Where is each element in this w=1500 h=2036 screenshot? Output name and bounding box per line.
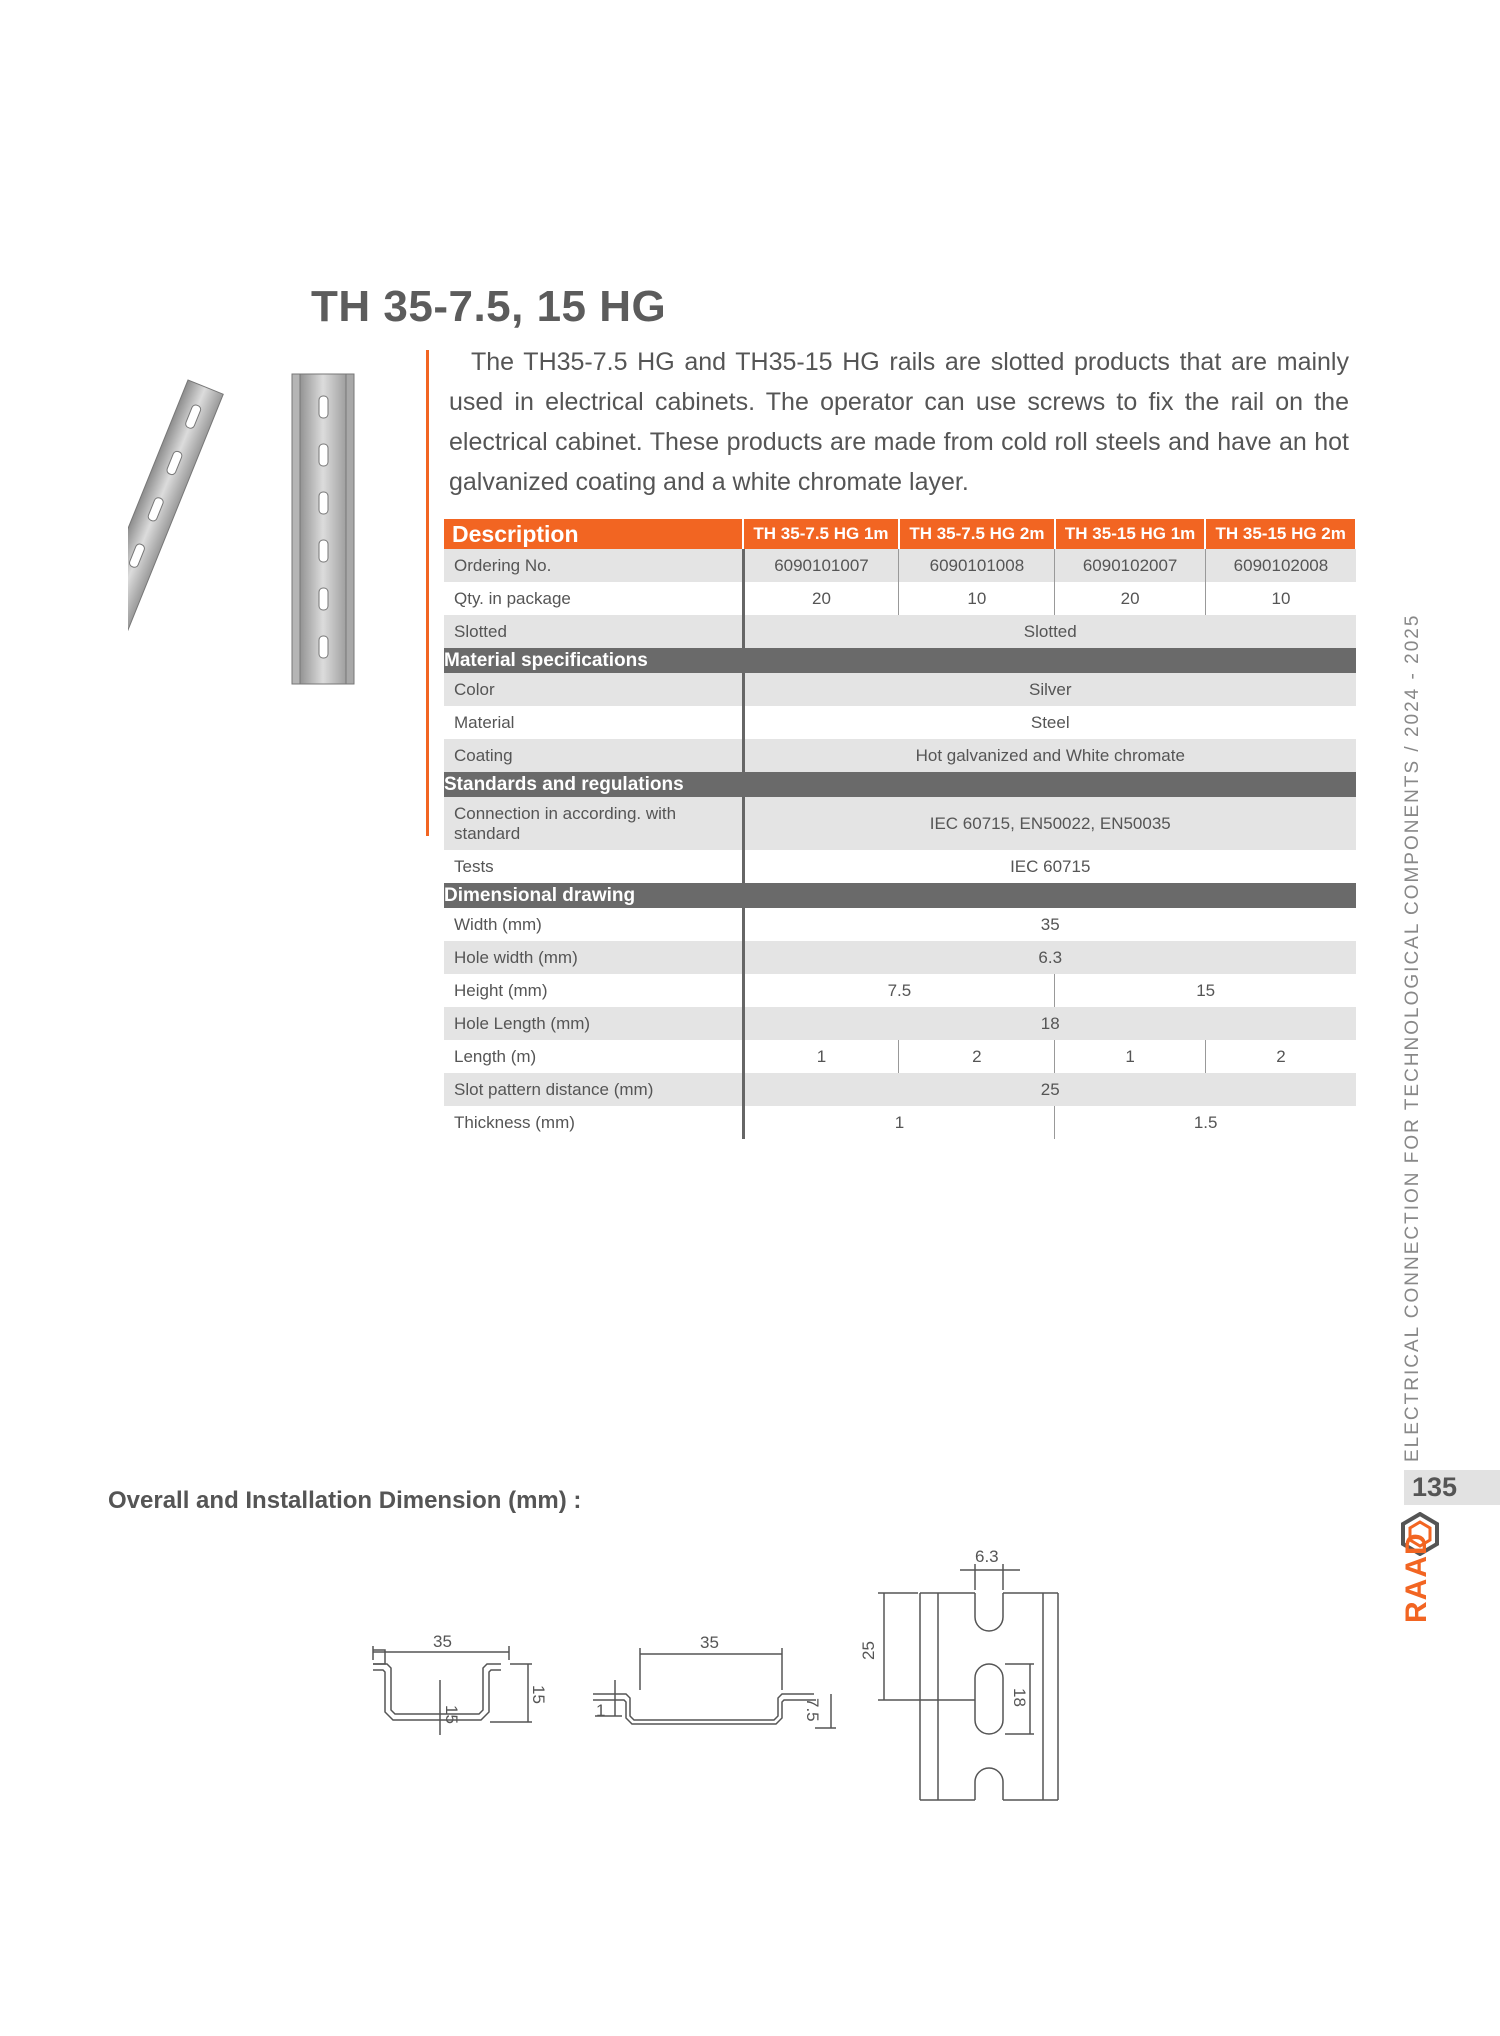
cell: 1 (743, 1106, 1055, 1139)
cell: 10 (899, 582, 1055, 615)
profile-7-5-drawing (593, 1648, 836, 1728)
row-label: Hole width (mm) (444, 941, 743, 974)
cell: 20 (1055, 582, 1206, 615)
cell: Hot galvanized and White chromate (743, 739, 1356, 772)
table-row (444, 1073, 1356, 1106)
dim-d3-hole-length: 18 (1010, 1688, 1029, 1707)
table-row (444, 1040, 1356, 1073)
cell: 2 (1205, 1040, 1356, 1073)
table-row (444, 739, 1356, 772)
table-row (444, 549, 1356, 582)
cell: Slotted (743, 615, 1356, 648)
cell: 1 (1055, 1040, 1206, 1073)
row-label: Connection in according. with standard (444, 797, 743, 850)
section-title: Material specifications (444, 648, 1356, 673)
header-col-4: TH 35-15 HG 2m (1205, 519, 1356, 549)
header-description: Description (444, 519, 743, 549)
row-label: Coating (444, 739, 743, 772)
specification-table (444, 519, 1357, 1139)
row-label: Hole Length (mm) (444, 1007, 743, 1040)
cell: 6090102008 (1205, 549, 1356, 582)
row-label: Color (444, 673, 743, 706)
dim-d1-width: 35 (433, 1632, 452, 1651)
cell: Silver (743, 673, 1356, 706)
row-label: Slotted (444, 615, 743, 648)
row-label: Thickness (mm) (444, 1106, 743, 1139)
cell: 25 (743, 1073, 1356, 1106)
intro-paragraph: The TH35-7.5 HG and TH35-15 HG rails are slotted products that are mainly used in electrical cabinets. The operator can use screws to fix the rail on the electrical cabinet. These products are made from cold roll steels and have an hot galvanized coating and a white chromate layer. (449, 348, 1349, 496)
dim-d3-hole-width: 6.3 (975, 1547, 999, 1566)
cell: Steel (743, 706, 1356, 739)
row-label: Ordering No. (444, 549, 743, 582)
slot-front-view-drawing (878, 1564, 1058, 1800)
cell: 2 (899, 1040, 1055, 1073)
cell: 10 (1205, 582, 1356, 615)
row-label: Material (444, 706, 743, 739)
row-label: Slot pattern distance (mm) (444, 1073, 743, 1106)
table-row (444, 615, 1356, 648)
cell: 6090101007 (743, 549, 899, 582)
table-row (444, 582, 1356, 615)
header-col-2: TH 35-7.5 HG 2m (899, 519, 1055, 549)
table-row (444, 673, 1356, 706)
dim-d1-inner: 15 (442, 1705, 461, 1724)
table-row (444, 1106, 1356, 1139)
section-title: Dimensional drawing (444, 883, 1356, 908)
section-title: Standards and regulations (444, 772, 1356, 797)
section-header-row (444, 883, 1356, 908)
cell: IEC 60715 (743, 850, 1356, 883)
table-row (444, 797, 1356, 850)
cell: IEC 60715, EN50022, EN50035 (743, 797, 1356, 850)
cell: 35 (743, 908, 1356, 941)
dim-d3-pitch: 25 (859, 1641, 878, 1660)
cell: 6090102007 (1055, 549, 1206, 582)
din-rail-product-image (128, 370, 368, 690)
dimension-drawings (0, 1520, 1100, 1820)
cell: 18 (743, 1007, 1356, 1040)
dim-d2-thickness: 1 (596, 1701, 606, 1720)
section-header-row (444, 772, 1356, 797)
table-row (444, 706, 1356, 739)
cell: 1 (743, 1040, 899, 1073)
table-row (444, 850, 1356, 883)
page-number: 135 (1412, 1472, 1458, 1502)
row-label: Tests (444, 850, 743, 883)
catalog-side-caption: ELECTRICAL CONNECTION FOR TECHNOLOGICAL COMPONENTS / 2024 - 2025 (1402, 613, 1423, 1462)
header-col-1: TH 35-7.5 HG 1m (743, 519, 899, 549)
cell: 6.3 (743, 941, 1356, 974)
row-label: Width (mm) (444, 908, 743, 941)
accent-divider (426, 350, 429, 836)
table-header-row (444, 519, 1356, 549)
brand-wordmark: RAAD (1400, 1532, 1433, 1623)
table-row (444, 1007, 1356, 1040)
page-title: TH 35-7.5, 15 HG (311, 282, 667, 331)
section-header-row (444, 648, 1356, 673)
cell: 20 (743, 582, 899, 615)
table-row (444, 941, 1356, 974)
row-label: Qty. in package (444, 582, 743, 615)
row-label: Length (m) (444, 1040, 743, 1073)
cell: 7.5 (743, 974, 1055, 1007)
dim-d1-outer: 15 (529, 1685, 548, 1704)
dimension-section-title: Overall and Installation Dimension (mm) : (108, 1487, 582, 1514)
cell: 1.5 (1055, 1106, 1356, 1139)
table-row (444, 974, 1356, 1007)
cell: 6090101008 (899, 549, 1055, 582)
header-col-3: TH 35-15 HG 1m (1055, 519, 1206, 549)
row-label: Height (mm) (444, 974, 743, 1007)
dim-d2-width: 35 (700, 1633, 719, 1652)
table-row (444, 908, 1356, 941)
dim-d2-height: 7.5 (803, 1698, 822, 1722)
cell: 15 (1055, 974, 1356, 1007)
